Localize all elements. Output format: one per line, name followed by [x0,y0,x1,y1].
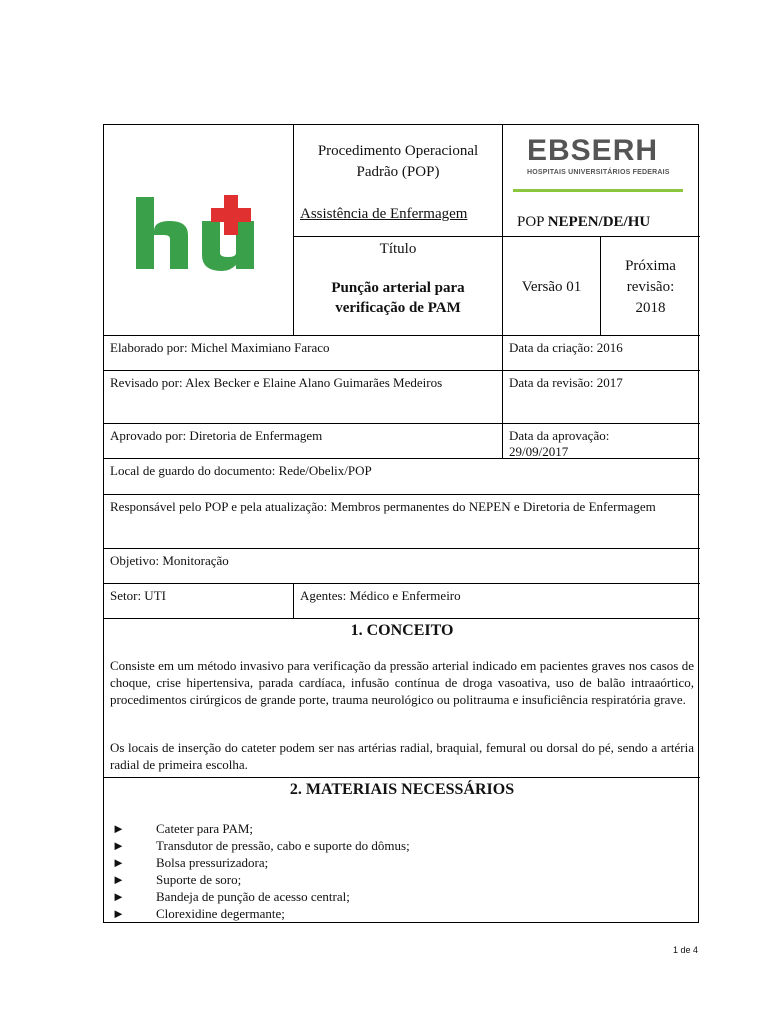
title-cell [293,236,502,335]
department-label: Assistência de Enfermagem [300,206,468,222]
next-revision-line2: revisão: [626,279,675,295]
elaborado-cell [104,335,502,370]
conceito-section [104,618,700,777]
list-item-text: Clorexidine degermante; [156,906,285,921]
bullet-arrow-icon: ► [112,889,125,904]
brand-name: EBSERH [527,134,659,167]
hu-logo [136,195,266,275]
list-item-text: Transdutor de pressão, cabo e suporte do dômus; [156,838,410,853]
doc-type-line1: Procedimento Operacional [317,143,479,159]
version-label: Versão 01 [521,279,582,295]
materiais-section [104,777,700,922]
data-aprovacao-cell [502,423,700,458]
agentes-text: Agentes: Médico e Enfermeiro [300,588,461,603]
doc-type-line2: Padrão (POP) [356,164,440,180]
bullet-arrow-icon: ► [112,906,125,921]
list-item-text: Cateter para PAM; [156,821,253,836]
conceito-heading: 1. CONCEITO [350,622,454,639]
responsavel-cell [104,494,700,548]
bullet-arrow-icon: ► [112,821,125,836]
setor-text: Setor: UTI [110,588,166,603]
title-line1: Punção arterial para [331,280,465,296]
aprovado-cell [104,423,502,458]
responsavel-text: Responsável pelo POP e pela atualização: Membros permanentes do NEPEN e Diretoria de Enfermagem [110,499,656,514]
revisado-text: Revisado por: Alex Becker e Elaine Alano Guimarães Medeiros [110,375,443,390]
brand-subtitle: HOSPITAIS UNIVERSITÁRIOS FEDERAIS [527,169,670,176]
data-aprovacao-line2: 29/09/2017 [509,444,569,459]
version-cell [502,236,600,335]
data-revisao-cell [502,370,700,423]
conceito-paragraph-2: Os locais de inserção do cateter podem ser nas artérias radial, braquial, femural ou dorsal do pé, sendo a artéria radial de primeira escolha. [110,740,694,772]
title-line2: verificação de PAM [335,300,461,316]
next-revision-line3: 2018 [635,300,666,316]
setor-cell [104,583,293,618]
list-item-text: Bandeja de punção de acesso central; [156,889,350,904]
data-criacao-cell [502,335,700,370]
materiais-heading: 2. MATERIAIS NECESSÁRIOS [289,781,515,798]
objetivo-cell [104,548,700,583]
bullet-arrow-icon: ► [112,872,125,887]
aprovado-text: Aprovado por: Diretoria de Enfermagem [110,428,323,443]
pop-table [103,124,699,923]
bullet-arrow-icon: ► [112,855,125,870]
agentes-cell [293,583,700,618]
revisado-cell [104,370,502,423]
ebserh-brand [527,135,658,167]
next-revision-cell [600,236,700,335]
page-number: 1 de 4 [672,945,698,955]
data-revisao-text: Data da revisão: 2017 [509,375,623,390]
title-label: Título [379,241,417,257]
local-guarda-text: Local de guardo do documento: Rede/Obelix/POP [110,463,372,478]
pop-code-value: NEPEN/DE/HU [547,214,651,230]
objetivo-text: Objetivo: Monitoração [110,553,229,568]
elaborado-text: Elaborado por: Michel Maximiano Faraco [110,340,330,355]
pop-prefix: POP [517,214,544,230]
pop-code [517,212,650,232]
doc-type-cell [293,125,502,236]
bullet-arrow-icon: ► [112,838,125,853]
next-revision-line1: Próxima [625,258,676,274]
list-item-text: Bolsa pressurizadora; [156,855,269,870]
brand-green-bar [513,189,683,192]
data-criacao-text: Data da criação: 2016 [509,340,623,355]
local-guarda-cell [104,458,700,494]
hu-logo-cell [104,125,293,335]
conceito-paragraph-1: Consiste em um método invasivo para verificação da pressão arterial indicado em pacientes graves nos casos de choque, crise hipertensiva, parada cardíaca, infusão contínua de droga vasoativa, uso de balão intraaórtico, procedimentos cirúrgicos de grande porte, trauma neurológico ou politrauma e insuficiência respiratória grave. [110,658,694,707]
ebserh-cell [502,125,700,236]
list-item-text: Suporte de soro; [156,872,242,887]
data-aprovacao-line1: Data da aprovação: [509,428,610,443]
